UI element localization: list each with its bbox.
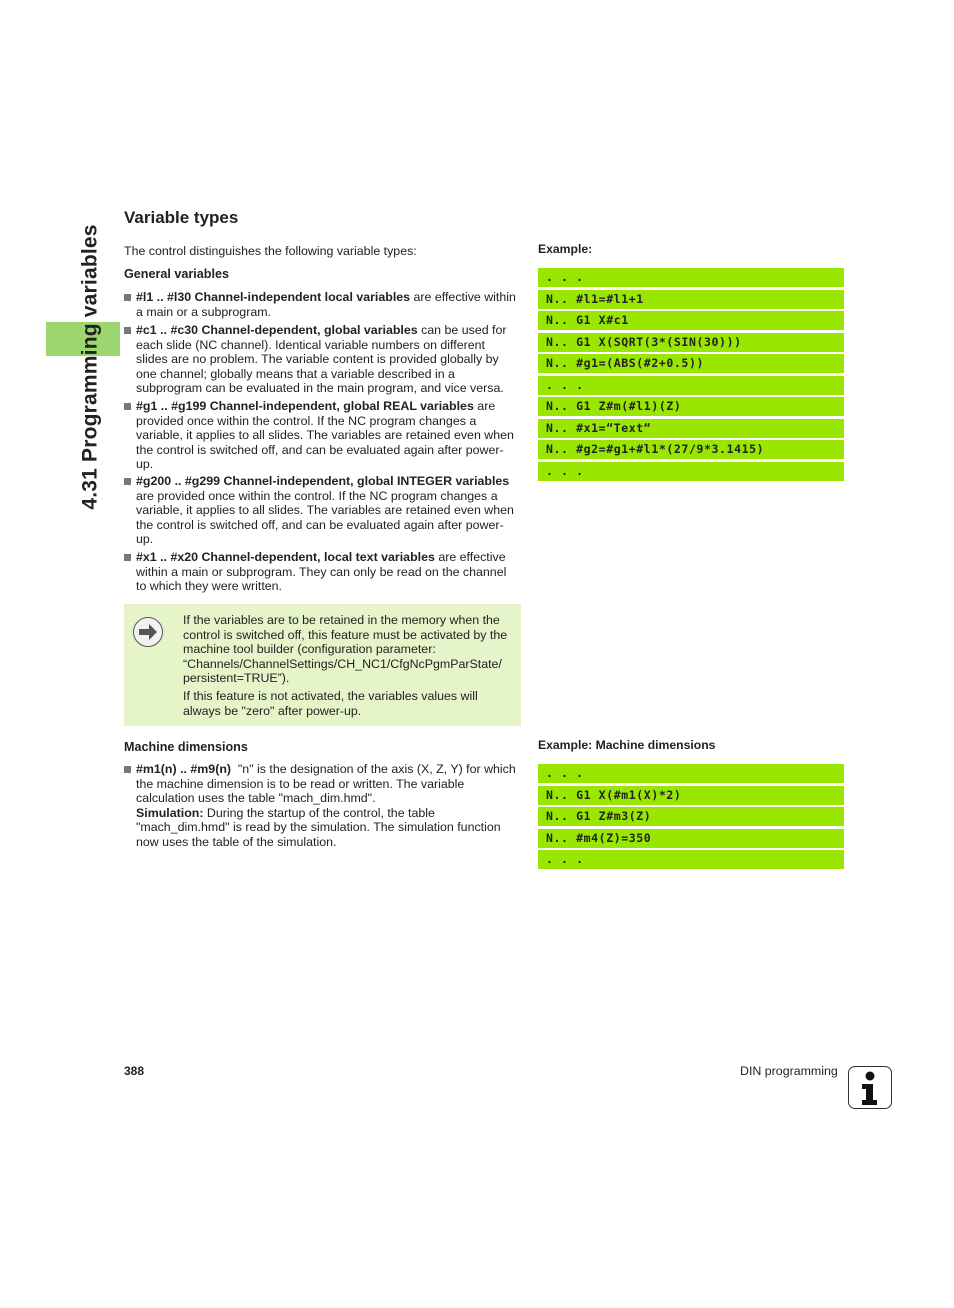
simulation-label: Simulation: <box>136 805 204 820</box>
bullet-bold-text: #x1 .. #x20 Channel-dependent, local text variables <box>136 550 435 564</box>
bullet-text: can be used for each slide (NC channel). Identical variable numbers on different slides are no problem. The variable content is provided globally by one channel; globally means that a variable described in a subprogram can be evaluated in the main program, and vice versa. <box>136 323 507 396</box>
code-line: N.. G1 X(#m1(X)*2) <box>538 786 844 805</box>
bullet-local-variables <box>124 290 520 319</box>
general-variables-heading: General variables <box>124 267 230 281</box>
info-icon <box>848 1066 892 1109</box>
bullet-square-icon <box>124 327 131 334</box>
code-line: N.. #x1=“Text“ <box>538 419 844 438</box>
bullet-text-variables <box>124 550 520 594</box>
bullet-machine-dimensions <box>124 762 520 850</box>
example-heading: Example: <box>538 242 593 256</box>
arrow-right-icon <box>133 617 163 647</box>
code-line: . . . <box>538 376 844 395</box>
bullet-square-icon <box>124 766 131 773</box>
code-line: N.. G1 Z#m(#l1)(Z) <box>538 397 844 416</box>
bullet-text: are provided once within the control. If the NC program changes a variable, it applies to all slides. The variables are retained even when the control is switched off, and can be evaluated again after power-up. <box>136 399 514 472</box>
code-line: . . . <box>538 462 844 481</box>
chapter-side-title <box>72 212 110 522</box>
bullet-bold-text: #g200 .. #g299 Channel-independent, global INTEGER variables <box>136 474 510 488</box>
note-paragraph-2: If this feature is not activated, the variables values will always be "zero" after power-up. <box>183 689 478 718</box>
code-line: N.. #g2=#g1+#l1*(27/9*3.1415) <box>538 440 844 459</box>
code-line: N.. G1 Z#m3(Z) <box>538 807 844 826</box>
code-line: N.. G1 X#c1 <box>538 311 844 330</box>
bullet-text: are effective within a main or a subprogram. <box>136 290 516 319</box>
bullet-square-icon <box>124 403 131 410</box>
code-line: . . . <box>538 268 844 287</box>
bullet-text: are effective within a main or subprogram. They can only be read on the channel to which they were written. <box>136 550 507 594</box>
code-line: . . . <box>538 764 844 783</box>
bullet-bold-text: #g1 .. #g199 Channel-independent, global REAL variables <box>136 399 474 413</box>
page-number: 388 <box>124 1064 145 1078</box>
bullet-bold-text: #m1(n) .. #m9(n) <box>136 762 232 776</box>
bullet-bold-text: #l1 .. #l30 Channel-independent local variables <box>136 290 411 304</box>
bullet-text: "n" is the designation of the axis (X, Z, Y) for which the machine dimension is to be read or written. The variable calculation uses the table "mach_dim.hmd". <box>136 762 520 806</box>
bullet-global-integer-variables <box>124 474 520 547</box>
bullet-channel-global-variables <box>124 323 520 396</box>
simulation-text: During the startup of the control, the table "mach_dim.hmd" is read by the simulation. The simulation function now uses the table of the simulation. <box>136 805 501 849</box>
example-machine-dimensions-heading: Example: Machine dimensions <box>538 738 716 752</box>
code-line: N.. #l1=#l1+1 <box>538 290 844 309</box>
note-box <box>124 604 521 726</box>
code-line: N.. #g1=(ABS(#2+0.5)) <box>538 354 844 373</box>
section-heading: Variable types <box>124 208 239 227</box>
example-code-block <box>538 268 844 483</box>
chapter-title-text: 4.31 Programming variables <box>79 224 103 510</box>
code-line: N.. G1 X(SQRT(3*(SIN(30))) <box>538 333 844 352</box>
footer-title: DIN programming <box>740 1064 838 1078</box>
bullet-square-icon <box>124 294 131 301</box>
bullet-bold-text: #c1 .. #c30 Channel-dependent, global variables <box>136 323 418 337</box>
bullet-square-icon <box>124 554 131 561</box>
machine-dimensions-heading: Machine dimensions <box>124 740 248 754</box>
machine-dimensions-code-block <box>538 764 844 872</box>
bullet-square-icon <box>124 478 131 485</box>
intro-text: The control distinguishes the following variable types: <box>124 244 417 258</box>
code-line: . . . <box>538 850 844 869</box>
bullet-text: are provided once within the control. If the NC program changes a variable, it applies to all slides. The variables are retained even when the control is switched off, and can be evaluated again after power-up. <box>136 488 514 547</box>
bullet-global-real-variables <box>124 399 520 472</box>
note-paragraph-1: If the variables are to be retained in the memory when the control is switched off, this feature must be activated by the machine tool builder (configuration parameter: “Channels/ChannelSettings/CH_NC1/CfgNcPgmParState/ persistent=TRUE”). <box>183 613 508 686</box>
code-line: N.. #m4(Z)=350 <box>538 829 844 848</box>
